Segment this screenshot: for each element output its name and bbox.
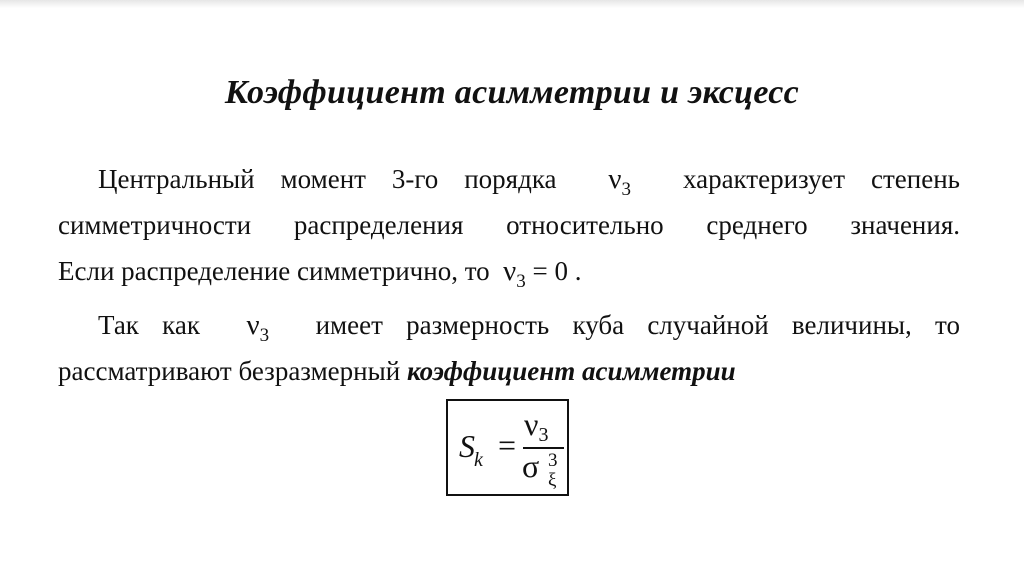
nu3-symbol: $\nu_3$: [608, 163, 632, 200]
paragraph-line: [58, 156, 960, 202]
denominator-superscript: 3: [548, 450, 558, 471]
paragraph-central-moment: [58, 156, 960, 294]
text-segment: характеризует степень: [682, 164, 960, 194]
formula-lhs-subscript: k: [474, 449, 483, 471]
paragraph-line: [58, 302, 960, 348]
text-segment: .: [574, 256, 582, 286]
text-segment: рассматривают безразмерный: [58, 356, 401, 386]
denominator-subscript: ξ: [548, 470, 557, 491]
slide-title: Коэффициент асимметрии и эксцесс: [224, 74, 800, 111]
formula-box: [446, 399, 569, 496]
nu3-symbol: $\nu_3$: [246, 309, 270, 346]
paragraph-line: [58, 348, 960, 394]
text-segment: Если распределение симметрично, то: [58, 256, 490, 286]
formula-numerator: ν3: [524, 406, 549, 446]
nu3-equals-zero: $\nu_3 = 0$: [503, 255, 569, 292]
emphasized-term: коэффициент асимметрии: [406, 356, 736, 386]
formula-equals: =: [498, 427, 517, 463]
formula-lhs: $S_k$: [459, 428, 483, 471]
text-segment: Так как: [98, 310, 200, 340]
formula-denominator: σ 3 ξ: [522, 448, 558, 491]
paragraph-line: [58, 248, 960, 294]
paragraph-line: симметричности распределения относительно среднего значения.: [58, 210, 960, 240]
paragraph-asymmetry-coefficient: [58, 302, 960, 394]
slide-top-edge: [0, 0, 1024, 8]
text-segment: имеет размерность куба случайной величины, то: [315, 310, 960, 340]
text-segment: Центральный момент 3-го порядка: [98, 164, 557, 194]
numerator-subscript: 3: [538, 424, 549, 446]
